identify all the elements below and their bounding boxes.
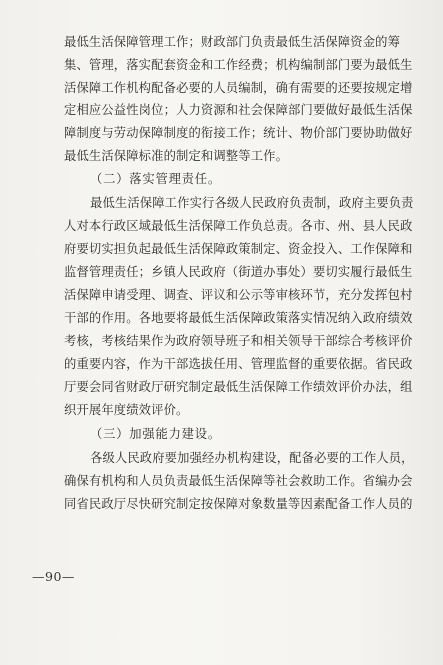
body-line: 的重要内容，作为干部选拔任用、管理监督的重要依据。省民政 [64, 357, 413, 371]
body-line: 厅要会同省财政厅研究制定最低生活保障工作绩效评价办法，组 [64, 380, 413, 394]
body-line: 最低生活保障工作实行各级人民政府负责制，政府主要负责 [90, 196, 414, 210]
section-heading: （二）落实管理责任。 [90, 172, 221, 186]
body-line: 定相应公益性岗位；人力资源和社会保障部门要做好最低生活保 [64, 103, 413, 117]
section-heading: （三）加强能力建设。 [90, 427, 221, 441]
body-line: 同省民政厅尽快研究制定按保障对象数量等因素配备工作人员的 [64, 497, 413, 511]
body-line: 最低生活保障标准的制定和调整等工作。 [64, 149, 289, 163]
body-line: 干部的作用。各地要将最低生活保障政策落实情况纳入政府绩效 [64, 311, 413, 325]
body-line: 最低生活保障管理工作；财政部门负责最低生活保障资金的筹 [64, 35, 401, 49]
body-line: 活保障申请受理、调查、评议和公示等审核环节，充分发挥包村 [64, 288, 413, 302]
body-line: 活保障工作机构配备必要的人员编制，确有需要的还要按规定增 [64, 81, 413, 95]
page-number: —90— [32, 569, 75, 584]
body-line: 集、管理，落实配套资金和工作经费；机构编制部门要为最低生 [64, 58, 413, 72]
body-line: 考核，考核结果作为政府领导班子和相关领导干部综合考核评价 [64, 334, 413, 348]
body-line: 各级人民政府要加强经办机构建设，配备必要的工作人员， [90, 451, 414, 465]
body-line: 障制度与劳动保障制度的衔接工作；统计、物价部门要协助做好 [64, 126, 413, 140]
body-line: 人对本行政区域最低生活保障工作负总责。各市、州、县人民政 [64, 219, 413, 233]
body-line: 府要切实担负起最低生活保障政策制定、资金投入、工作保障和 [64, 242, 413, 256]
body-line: 织开展年度绩效评价。 [64, 403, 189, 417]
body-line: 监督管理责任；乡镇人民政府（街道办事处）要切实履行最低生 [64, 265, 413, 279]
body-line: 确保有机构和人员负责最低生活保障等社会救助工作。省编办会 [64, 474, 413, 488]
